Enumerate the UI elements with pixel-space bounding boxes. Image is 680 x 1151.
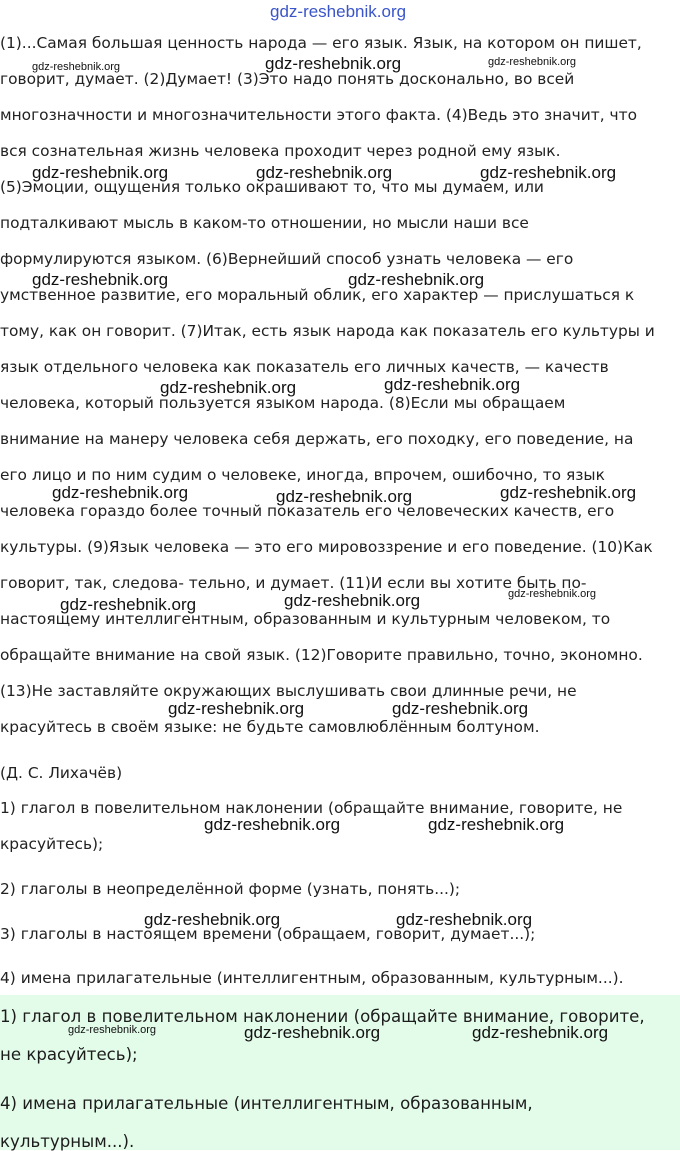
text-line: красуйтесь в своём языке: не будьте самовлюблённым болтуном.: [0, 718, 540, 736]
watermark: gdz-reshebnik.org: [265, 54, 402, 73]
text-line: подталкивают мысль в каком-то отношении, но мысли наши все: [0, 214, 529, 232]
text-line: умственное развитие, его моральный облик, его характер — прислушаться к: [0, 286, 635, 304]
watermark: gdz-reshebnik.org: [256, 163, 393, 182]
watermark: gdz-reshebnik.org: [244, 1023, 381, 1042]
watermark: gdz-reshebnik.org: [32, 270, 169, 289]
option-2: 2) глаголы в неопределённой форме (узнать, понять...);: [0, 880, 461, 898]
watermark: gdz-reshebnik.org: [392, 699, 529, 718]
author-attribution: (Д. С. Лихачёв): [0, 764, 123, 782]
answer-line: не красуйтесь);: [0, 1045, 138, 1064]
watermark: gdz-reshebnik.org: [396, 910, 533, 929]
answer-line: 1) глагол в повелительном наклонении (обращайте внимание, говорите,: [0, 1007, 645, 1026]
text-line: язык отдельного человека как показатель его личных качеств, — качеств: [0, 358, 609, 376]
watermark: gdz-reshebnik.org: [508, 588, 597, 600]
text-line: настоящему интеллигентным, образованным и культурным человеком, то: [0, 610, 611, 628]
watermark: gdz-reshebnik.org: [68, 1024, 157, 1036]
watermark: gdz-reshebnik.org: [500, 483, 637, 502]
watermark: gdz-reshebnik.org: [480, 163, 617, 182]
watermark: gdz-reshebnik.org: [52, 483, 189, 502]
watermark: gdz-reshebnik.org: [60, 595, 197, 614]
watermark: gdz-reshebnik.org: [472, 1023, 609, 1042]
option-1: 1) глагол в повелительном наклонении (обращайте внимание, говорите, не: [0, 799, 623, 817]
watermark: gdz-reshebnik.org: [276, 487, 413, 506]
watermark: gdz-reshebnik.org: [488, 56, 577, 68]
text-line: обращайте внимание на свой язык. (12)Говорите правильно, точно, экономно.: [0, 646, 643, 664]
text-line: говорит, думает. (2)Думает! (3)Это надо понять досконально, во всей: [0, 70, 575, 88]
option-3: 3) глаголы в настоящем времени (обращаем, говорит, думает...);: [0, 925, 536, 943]
watermark: gdz-reshebnik.org: [204, 815, 341, 834]
text-line: человека, который пользуется языком народа. (8)Если мы обращаем: [0, 394, 566, 412]
watermark: gdz-reshebnik.org: [384, 375, 521, 394]
watermark: gdz-reshebnik.org: [168, 699, 305, 718]
header-watermark: gdz-reshebnik.org: [270, 2, 407, 21]
text-line: формулируются языком. (6)Вернейший способ узнать человека — его: [0, 250, 574, 268]
text-line: культуры. (9)Язык человека — это его мировоззрение и его поведение. (10)Как: [0, 538, 653, 556]
text-line: внимание на манеру человека себя держать, его походку, его поведение, на: [0, 430, 634, 448]
watermark: gdz-reshebnik.org: [160, 378, 297, 397]
text-line: говорит, так, следова- тельно, и думает. (11)И если вы хотите быть по-: [0, 574, 587, 592]
watermark: gdz-reshebnik.org: [32, 163, 169, 182]
answer-line: культурным...).: [0, 1132, 135, 1151]
watermark: gdz-reshebnik.org: [32, 61, 121, 73]
text-line: человека гораздо более точный показатель его человеческих качеств, его: [0, 502, 615, 520]
watermark: gdz-reshebnik.org: [284, 591, 421, 610]
watermark: gdz-reshebnik.org: [348, 270, 485, 289]
text-line: тому, как он говорит. (7)Итак, есть язык народа как показатель его культуры и: [0, 322, 655, 340]
watermark: gdz-reshebnik.org: [144, 910, 281, 929]
option-4: 4) имена прилагательные (интеллигентным, образованным, культурным...).: [0, 969, 624, 987]
watermark: gdz-reshebnik.org: [428, 815, 565, 834]
option-1-cont: красуйтесь);: [0, 835, 104, 853]
text-line: (1)...Самая большая ценность народа — его язык. Язык, на котором он пишет,: [0, 34, 642, 52]
text-line: его лицо и по ним судим о человеке, иногда, впрочем, ошибочно, то язык: [0, 466, 605, 484]
text-line: (13)Не заставляйте окружающих выслушивать свои длинные речи, не: [0, 682, 577, 700]
text-line: (5)Эмоции, ощущения только окрашивают то, что мы думаем, или: [0, 178, 544, 196]
text-line: многозначности и многозначительности этого факта. (4)Ведь это значит, что: [0, 106, 638, 124]
text-line: вся сознательная жизнь человека проходит через родной ему язык.: [0, 142, 561, 160]
answer-line: 4) имена прилагательные (интеллигентным, образованным,: [0, 1094, 533, 1113]
